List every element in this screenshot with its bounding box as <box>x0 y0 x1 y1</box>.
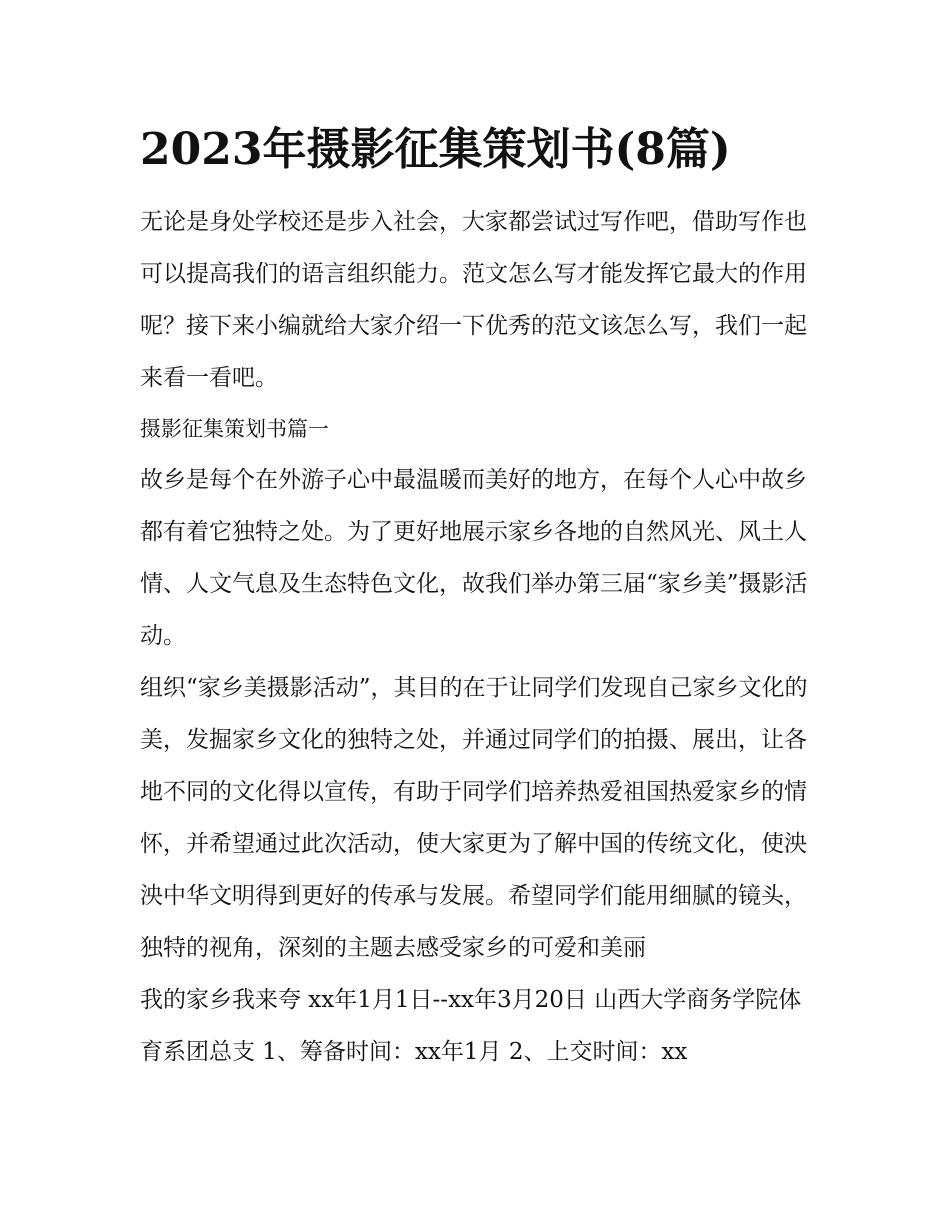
body-paragraph-3: 我的家乡我来夸 xx年1月1日--xx年3月20日 山西大学商务学院体育系团总支 1、筹备时间：xx年1月 2、上交时间：xx <box>140 987 802 1065</box>
body-paragraph-2: 组织“家乡美摄影活动”，其目的在于让同学们发现自己家乡文化的美，发掘家乡文化的独特之处，并通过同学们的拍摄、展出，让各地不同的文化得以宣传，有助于同学们培养热爱祖国热爱家乡的情怀，并希望通过此次活动，使大家更为了解中国的传统文化，使泱泱中华文明得到更好的传承与发展。希望同学们能用细腻的镜头，独特的视角，深刻的主题去感受家乡的可爱和美丽 <box>140 675 808 961</box>
document-title: 2023年摄影征集策划书(8篇) <box>140 124 731 175</box>
section-heading: 摄影征集策划书篇一 <box>140 417 329 441</box>
intro-paragraph: 无论是身处学校还是步入社会，大家都尝试过写作吧，借助写作也可以提高我们的语言组织能力。范文怎么写才能发挥它最大的作用呢？接下来小编就给大家介绍一下优秀的范文该怎么写，我们一起来看一看吧。 <box>140 209 807 391</box>
body-paragraph-1: 故乡是每个在外游子心中最温暖而美好的地方，在每个人心中故乡都有着它独特之处。为了更好地展示家乡各地的自然风光、风土人情、人文气息及生态特色文化，故我们举办第三届“家乡美”摄影活动。 <box>140 467 808 649</box>
document-page <box>140 118 820 1078</box>
